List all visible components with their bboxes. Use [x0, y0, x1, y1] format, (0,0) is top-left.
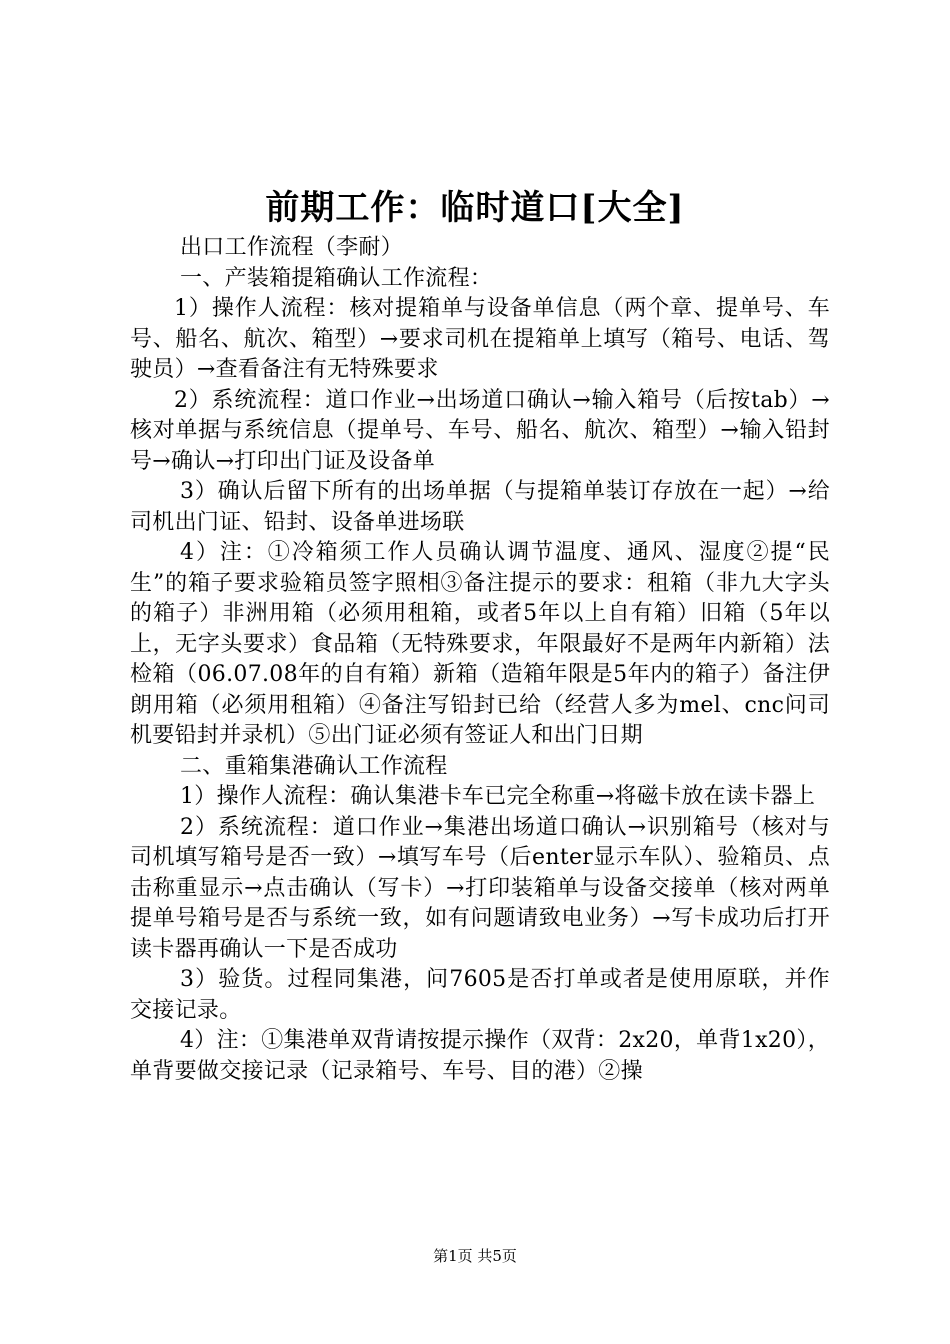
paragraph-system-flow: 2）系统流程：道口作业→出场道口确认→输入箱号（后按tab）→核对单据与系统信息（提单号、车号、船名、航次、箱型）→输入铅封号→确认→打印出门证及设备单 — [130, 387, 830, 474]
paragraph-notes-one: 4）注：①冷箱须工作人员确认调节温度、通风、湿度②提“民生”的箱子要求验箱员签字照相③备注提示的要求：租箱（非九大字头的箱子）非洲用箱（必须用租箱，或者5年以上自有箱）旧箱（5年以上，无字头要求）食品箱（无特殊要求，年限最好不是两年内新箱）法检箱（06.07.08年的自有箱）新箱（造箱年限是5年内的箱子）备注伊朗用箱（必须用租箱）④备注写铅封已给（经营人多为mel、cnc问司机要铅封并录机）⑤出门证必须有签证人和出门日期 — [130, 540, 830, 748]
page-number-footer: 第1页 共5页 — [433, 1247, 517, 1265]
document-body — [130, 233, 830, 1087]
document-title: 前期工作：临时道口[大全] — [265, 188, 685, 228]
paragraph-section-one-heading: 一、产装箱提箱确认工作流程： — [180, 265, 493, 291]
paragraph-export-workflow-heading: 出口工作流程（李耐） — [180, 235, 404, 260]
paragraph-operator-flow-two: 1）操作人流程：确认集港卡车已完全称重→将磁卡放在读卡器上 — [180, 784, 816, 809]
paragraph-system-flow-two: 2）系统流程：道口作业→集港出场道口确认→识别箱号（核对与司机填写箱号是否一致）→填写车号（后enter显示车队）、验箱员、点击称重显示→点击确认（写卡）→打印装箱单与设备交接单（核对两单提单号箱号是否与系统一致，如有问题请致电业务）→写卡成功后打开读卡器再确认一下是否成功 — [130, 814, 830, 962]
paragraph-operator-flow: 1）操作人流程：核对提箱单与设备单信息（两个章、提单号、车号、船名、航次、箱型）→要求司机在提箱单上填写（箱号、电话、驾驶员）→查看备注有无特殊要求 — [130, 296, 830, 382]
paragraph-notes-two: 4）注：①集港单双背请按提示操作（双背：2x20，单背1x20），单背要做交接记录（记录箱号、车号、目的港）②操 — [130, 1028, 830, 1084]
paragraph-section-two-heading: 二、重箱集港确认工作流程 — [180, 753, 448, 779]
paragraph-confirm-retain: 3）确认后留下所有的出场单据（与提箱单装订存放在一起）→给司机出门证、铅封、设备单进场联 — [130, 479, 830, 535]
paragraph-inspection: 3）验货。过程同集港，问7605是否打单或者是使用原联，并作交接记录。 — [130, 967, 830, 1023]
